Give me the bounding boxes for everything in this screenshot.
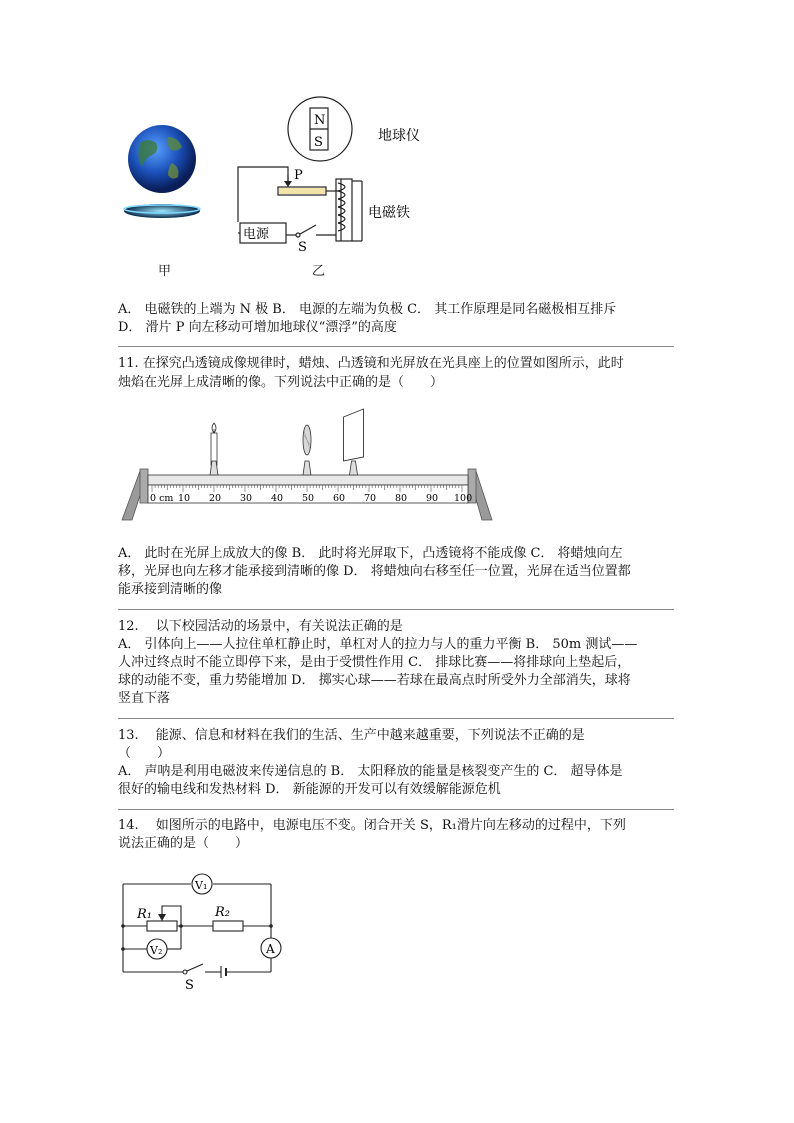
r1-label: R₁: [137, 907, 152, 922]
q14-stem-line1: 14. 如图所示的电路中，电源电压不变。闭合开关 S，R₁滑片向左移动的过程中，下列: [118, 818, 626, 833]
separator: [118, 346, 674, 347]
q10-figure: [110, 95, 470, 285]
q12-line1: A． 引体向上——人拉住单杠静止时，单杠对人的拉力与人的重力平衡 B． 50m 测试——: [118, 637, 638, 652]
ruler-tick-label: 50: [302, 493, 315, 504]
q13-stem-line1: 13. 能源、信息和材料在我们的生活、生产中越来越重要，下列说法不正确的是: [118, 728, 585, 743]
q12-line2: 人冲过终点时不能立即停下来，是由于受惯性作用 C． 排球比赛——将排球向上垫起后，: [118, 655, 631, 670]
q11-options-line2: 移，光屏也向左移才能承接到清晰的像 D． 将蜡烛向右移至任一位置，光屏在适当位置都: [118, 564, 631, 579]
switch-label: S: [185, 978, 194, 993]
q12-line4: 竖直下落: [118, 691, 171, 706]
q10-options-line1: A． 电磁铁的上端为 N 极 B． 电源的左端为负极 C． 其工作原理是同名磁极相互排斥: [118, 302, 617, 317]
q10-options-line2: D． 滑片 P 向左移动可增加地球仪“漂浮”的高度: [118, 320, 397, 335]
ruler-tick-label: 80: [395, 493, 408, 504]
q11-options-line3: 能承接到清晰的像: [118, 582, 223, 597]
q12-line3: 球的动能不变，重力势能增加 D． 掷实心球——若球在最高点时所受外力全部消失，球将: [118, 673, 631, 688]
q13-line2: 很好的输电线和发热材料 D． 新能源的开发可以有效缓解能源危机: [118, 782, 501, 797]
electromagnet-label: 电磁铁: [368, 205, 410, 221]
ruler-tick-label: 70: [364, 493, 377, 504]
label-jia: 甲: [158, 264, 172, 279]
separator: [118, 609, 674, 610]
ruler-tick-label: 90: [426, 493, 439, 504]
q11-options-line1: A． 此时在光屏上成放大的像 B． 此时将光屏取下，凸透镜将不能成像 C． 将蜡烛向左: [118, 546, 623, 561]
q14-circuit-diagram: [115, 868, 295, 993]
ammeter-label: A: [266, 942, 275, 956]
q13-line1: A． 声呐是利用电磁波来传递信息的 B． 太阳释放的能量是核裂变产生的 C． 超导体是: [118, 764, 623, 779]
holder-stand: [350, 461, 358, 475]
magnet-n-label: N: [314, 113, 326, 128]
v1-label: V₁: [195, 879, 208, 892]
label-yi: 乙: [312, 264, 326, 279]
globe-label: 地球仪: [378, 128, 420, 144]
power-supply-label: 电源: [243, 227, 270, 242]
ruler-tick-label: 100: [454, 493, 473, 504]
candle: [211, 423, 217, 465]
ruler-tick-label: 20: [209, 493, 222, 504]
ruler-tick-label: 10: [178, 493, 191, 504]
separator: [118, 718, 674, 719]
holder-stand: [303, 461, 311, 475]
slider-p-label: P: [294, 168, 303, 183]
switch-s-label: S: [298, 240, 307, 255]
q13-stem-line2: （ ）: [118, 746, 171, 761]
electromagnet-circuit-diagram: [230, 95, 470, 255]
light-screen: [344, 409, 364, 461]
ruler-tick-label: 30: [240, 493, 253, 504]
ruler-unit-label: 0 cm: [150, 493, 174, 504]
q12-stem: 12. 以下校园活动的场景中，有关说法正确的是: [118, 619, 403, 634]
convex-lens: [303, 425, 311, 455]
separator: [118, 809, 674, 810]
optical-bench-diagram: [118, 405, 498, 525]
r2-label: R₂: [215, 905, 230, 920]
ruler-tick-label: 40: [271, 493, 284, 504]
q14-stem-line2: 说法正确的是（ ）: [118, 836, 249, 851]
levitating-globe-image: [118, 123, 218, 223]
ruler-tick-label: 60: [333, 493, 346, 504]
q11-stem-line1: 11. 在探究凸透镜成像规律时，蜡烛、凸透镜和光屏放在光具座上的位置如图所示，此时: [118, 356, 624, 371]
magnet-s-label: S: [314, 135, 323, 150]
v2-label: V₂: [150, 944, 163, 957]
q11-stem-line2: 烛焰在光屏上成清晰的像。下列说法中正确的是（ ）: [118, 375, 444, 390]
